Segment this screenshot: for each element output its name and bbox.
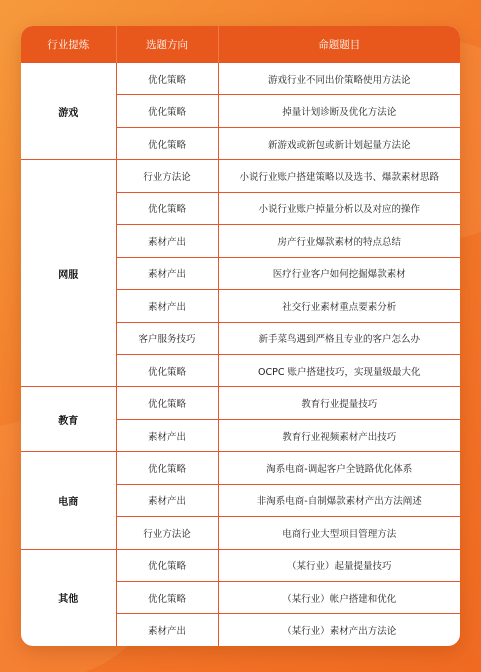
topic-table	[21, 26, 460, 646]
direction-cell: 优化策略	[116, 192, 218, 224]
direction-cell: 优化策略	[116, 95, 218, 127]
category-cell: 教育	[21, 387, 116, 452]
topic-cell: 淘系电商-调起客户全链路优化体系	[218, 452, 460, 484]
topic-cell: 非淘系电商-自制爆款素材产出方法阐述	[218, 484, 460, 516]
direction-cell: 优化策略	[116, 354, 218, 386]
table-row	[21, 452, 460, 484]
table-row	[21, 549, 460, 581]
topic-cell: 社交行业素材重点要素分析	[218, 290, 460, 322]
category-cell: 其他	[21, 549, 116, 646]
topic-cell: OCPC 账户搭建技巧，实现量级最大化	[218, 354, 460, 386]
direction-cell: 优化策略	[116, 549, 218, 581]
category-cell: 电商	[21, 452, 116, 549]
direction-cell: 素材产出	[116, 290, 218, 322]
direction-cell: 素材产出	[116, 484, 218, 516]
topic-cell: 小说行业账户搭建策略以及选书、爆款素材思路	[218, 160, 460, 192]
topic-cell: 教育行业视频素材产出技巧	[218, 419, 460, 451]
direction-cell: 行业方法论	[116, 160, 218, 192]
topic-cell: （某行业）起量提量技巧	[218, 549, 460, 581]
topic-cell: 游戏行业不同出价策略使用方法论	[218, 63, 460, 95]
direction-cell: 素材产出	[116, 257, 218, 289]
direction-cell: 素材产出	[116, 614, 218, 646]
direction-cell: 优化策略	[116, 127, 218, 159]
direction-cell: 素材产出	[116, 225, 218, 257]
table-row	[21, 160, 460, 192]
table-row	[21, 387, 460, 419]
category-cell: 游戏	[21, 63, 116, 160]
direction-cell: 优化策略	[116, 582, 218, 614]
topic-cell: 新游戏或新包或新计划起量方法论	[218, 127, 460, 159]
direction-cell: 优化策略	[116, 63, 218, 95]
direction-cell: 素材产出	[116, 419, 218, 451]
table-body	[21, 63, 460, 647]
header-topic: 命题题目	[218, 26, 460, 63]
table-row	[21, 63, 460, 95]
table-header-row	[21, 26, 460, 63]
topic-cell: 房产行业爆款素材的特点总结	[218, 225, 460, 257]
topic-cell: （某行业）帐户搭建和优化	[218, 582, 460, 614]
direction-cell: 优化策略	[116, 387, 218, 419]
topic-cell: 教育行业提量技巧	[218, 387, 460, 419]
header-industry: 行业提炼	[21, 26, 116, 63]
category-cell: 网服	[21, 160, 116, 387]
direction-cell: 行业方法论	[116, 517, 218, 549]
topic-table-card	[21, 26, 460, 646]
topic-cell: 新手菜鸟遇到严格且专业的客户怎么办	[218, 322, 460, 354]
topic-cell: 掉量计划诊断及优化方法论	[218, 95, 460, 127]
direction-cell: 客户服务技巧	[116, 322, 218, 354]
topic-cell: 医疗行业客户如何挖掘爆款素材	[218, 257, 460, 289]
topic-cell: （某行业）素材产出方法论	[218, 614, 460, 646]
topic-cell: 电商行业大型项目管理方法	[218, 517, 460, 549]
header-direction: 选题方向	[116, 26, 218, 63]
direction-cell: 优化策略	[116, 452, 218, 484]
topic-cell: 小说行业账户掉量分析以及对应的操作	[218, 192, 460, 224]
